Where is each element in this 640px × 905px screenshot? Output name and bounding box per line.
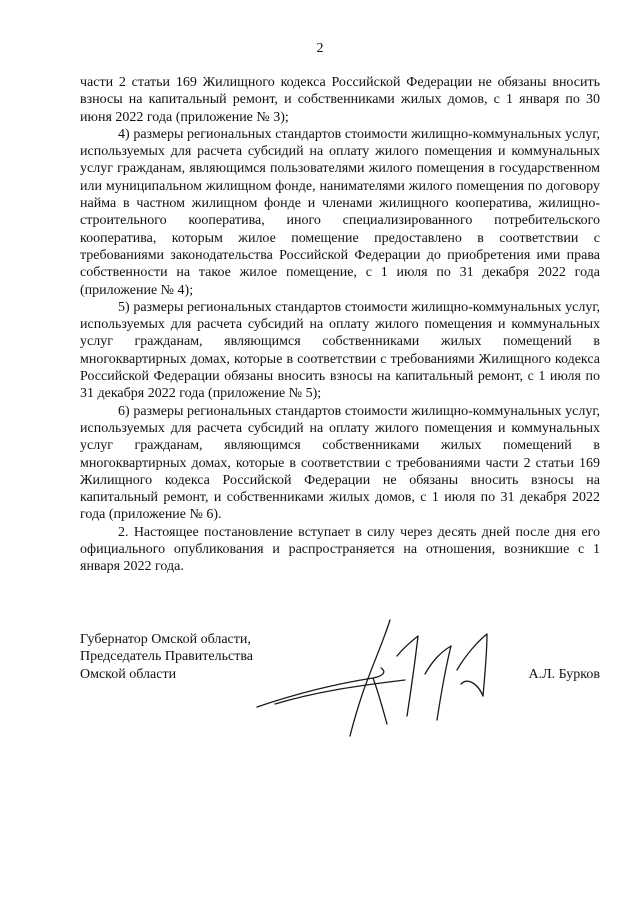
handwritten-signature bbox=[255, 612, 515, 742]
signatory-title-line-3: Омской области bbox=[80, 666, 177, 682]
paragraph-item-4: 4) размеры региональных стандартов стоимости жилищно-коммунальных услуг, используемых для расчета субсидий на оплату жилого помещения и коммунальных услуг гражданам, являющимся пользователями жилого помещения в государственном или муниципальном жилищном фонде, нанимателями жилого помещения по договору найма в частном жилищном фонде и членами жилищного кооператива, жилищно-строительного кооператива, иного специализированного потребительского кооператива, которым жилое помещение предоставлено в соответствии с требованиями законодательства Российской Федерации до приобретения ими права собственности на такое жилое помещение, с 1 июля по 31 декабря 2022 года (приложение № 4); bbox=[80, 126, 600, 298]
signatory-title-line-2: Председатель Правительства bbox=[80, 649, 253, 665]
paragraph-continuation: части 2 статьи 169 Жилищного кодекса Российской Федерации не обязаны вносить взносы на капитальный ремонт, и собственниками жилых домов, с 1 января по 30 июня 2022 года (приложение № 3); bbox=[80, 75, 600, 125]
signatory-name: А.Л. Бурков bbox=[528, 666, 600, 682]
paragraph-item-5: 5) размеры региональных стандартов стоимости жилищно-коммунальных услуг, используемых для расчета субсидий на оплату жилого помещения и коммунальных услуг гражданам, являющимся собственниками жилых помещений в многоквартирных домах, которые в соответствии с требованиями Жилищного кодекса Российской Федерации обязаны вносить взносы на капитальный ремонт, с 1 июля по 31 декабря 2022 года (приложение № 5); bbox=[80, 299, 600, 402]
signatory-title-line-1: Губернатор Омской области, bbox=[80, 632, 251, 647]
page-number: 2 bbox=[316, 41, 324, 56]
paragraph-item-6: 6) размеры региональных стандартов стоимости жилищно-коммунальных услуг, используемых для расчета субсидий на оплату жилого помещения и коммунальных услуг гражданам, являющимся собственниками жилых помещений в многоквартирных домах, которые в соответствии с требованиями части 2 статьи 169 Жилищного кодекса Российской Федерации не обязаны вносить взносы на капитальный ремонт, и собственниками жилых домов, с 1 июля по 31 декабря 2022 года (приложение № 6). bbox=[80, 403, 600, 523]
paragraph-clause-2: 2. Настоящее постановление вступает в силу через десять дней после дня его официального опубликования и распространяется на отношения, возникшие с 1 января 2022 года. bbox=[80, 524, 600, 575]
document-body bbox=[80, 74, 600, 576]
